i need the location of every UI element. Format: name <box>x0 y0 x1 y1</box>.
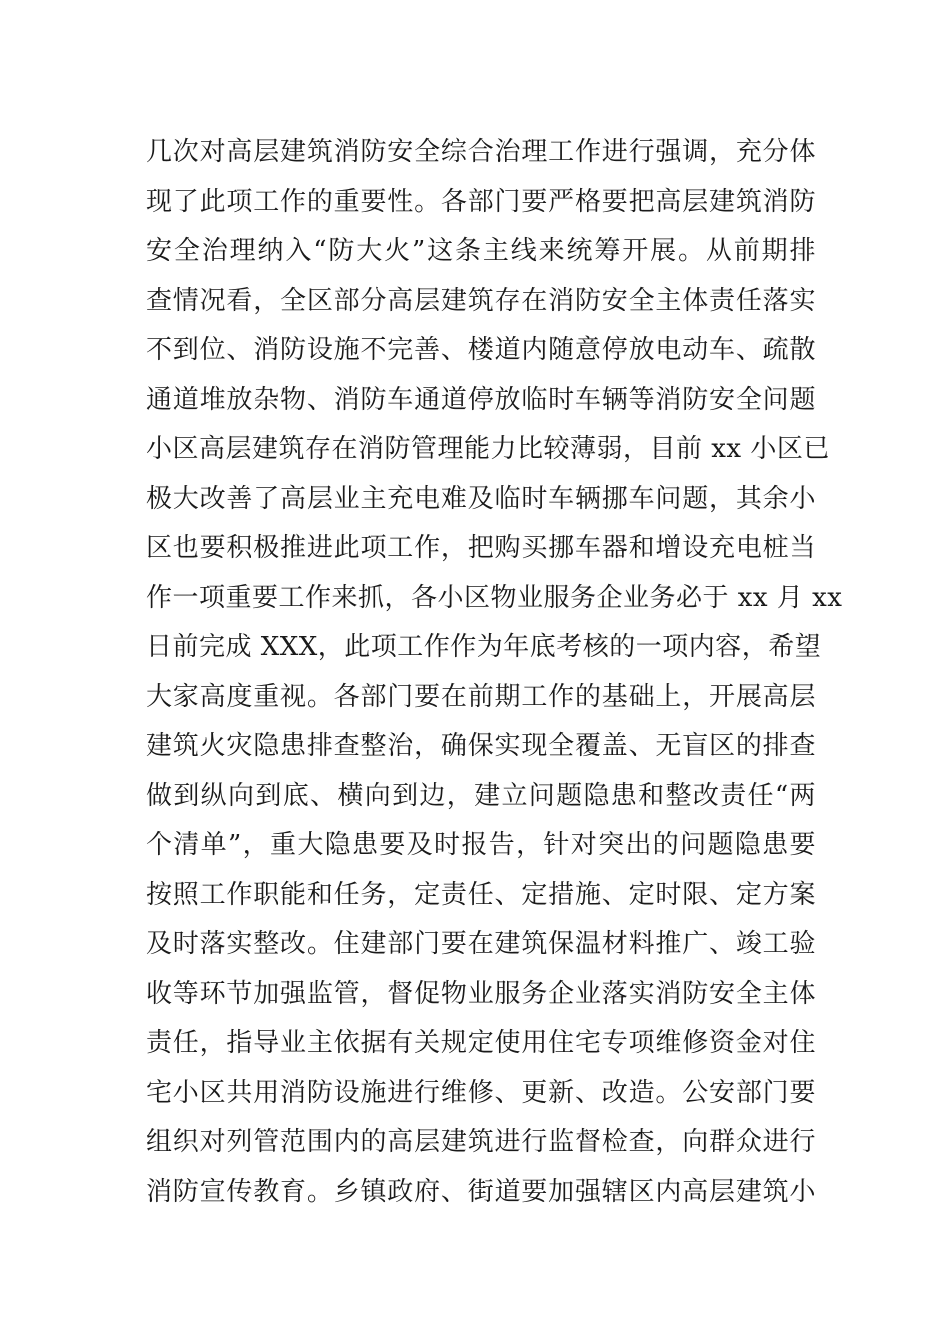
text-line: 通道堆放杂物、消防车通道停放临时车辆等消防安全问题 <box>146 384 816 415</box>
text-line: 日前完成 XXX，此项工作作为年底考核的一项内容，希望 <box>146 632 822 662</box>
text-line: 责任，指导业主依据有关规定使用住宅专项维修资金对住 <box>146 1028 816 1058</box>
text-line: 组织对列管范围内的高层建筑进行监督检查，向群众进行 <box>146 1127 816 1157</box>
body-paragraph <box>146 128 843 1217</box>
text-line: 做到纵向到底、横向到边，建立问题隐患和整改责任“两 <box>146 780 816 811</box>
text-line: 建筑火灾隐患排查整治，确保实现全覆盖、无盲区的排查 <box>146 731 816 761</box>
text-line: 及时落实整改。住建部门要在建筑保温材料推广、竣工验 <box>146 929 816 959</box>
text-line: 区也要积极推进此项工作，把购买挪车器和增设充电桩当 <box>146 533 816 563</box>
text-line: 按照工作职能和任务，定责任、定措施、定时限、定方案 <box>146 879 816 910</box>
text-line: 宅小区共用消防设施进行维修、更新、改造。公安部门要 <box>146 1077 816 1108</box>
text-line: 消防宣传教育。乡镇政府、街道要加强辖区内高层建筑小 <box>146 1176 816 1207</box>
text-line: 小区高层建筑存在消防管理能力比较薄弱，目前 xx 小区已 <box>146 434 830 464</box>
text-line: 收等环节加强监管，督促物业服务企业落实消防安全主体 <box>146 978 816 1009</box>
text-line: 安全治理纳入“防大火”这条主线来统筹开展。从前期排 <box>146 236 816 266</box>
text-line: 大家高度重视。各部门要在前期工作的基础上，开展高层 <box>146 681 816 712</box>
text-line: 作一项重要工作来抓，各小区物业服务企业务必于 xx 月 xx <box>146 582 843 613</box>
text-line: 查情况看，全区部分高层建筑存在消防安全主体责任落实 <box>146 285 816 316</box>
text-line: 个清单”，重大隐患要及时报告，针对突出的问题隐患要 <box>146 830 816 860</box>
text-line: 现了此项工作的重要性。各部门要严格要把高层建筑消防 <box>146 186 816 217</box>
text-line: 几次对高层建筑消防安全综合治理工作进行强调，充分体 <box>146 137 816 167</box>
text-line: 不到位、消防设施不完善、楼道内随意停放电动车、疏散 <box>146 335 816 365</box>
text-line: 极大改善了高层业主充电难及临时车辆挪车问题，其余小 <box>146 483 816 514</box>
